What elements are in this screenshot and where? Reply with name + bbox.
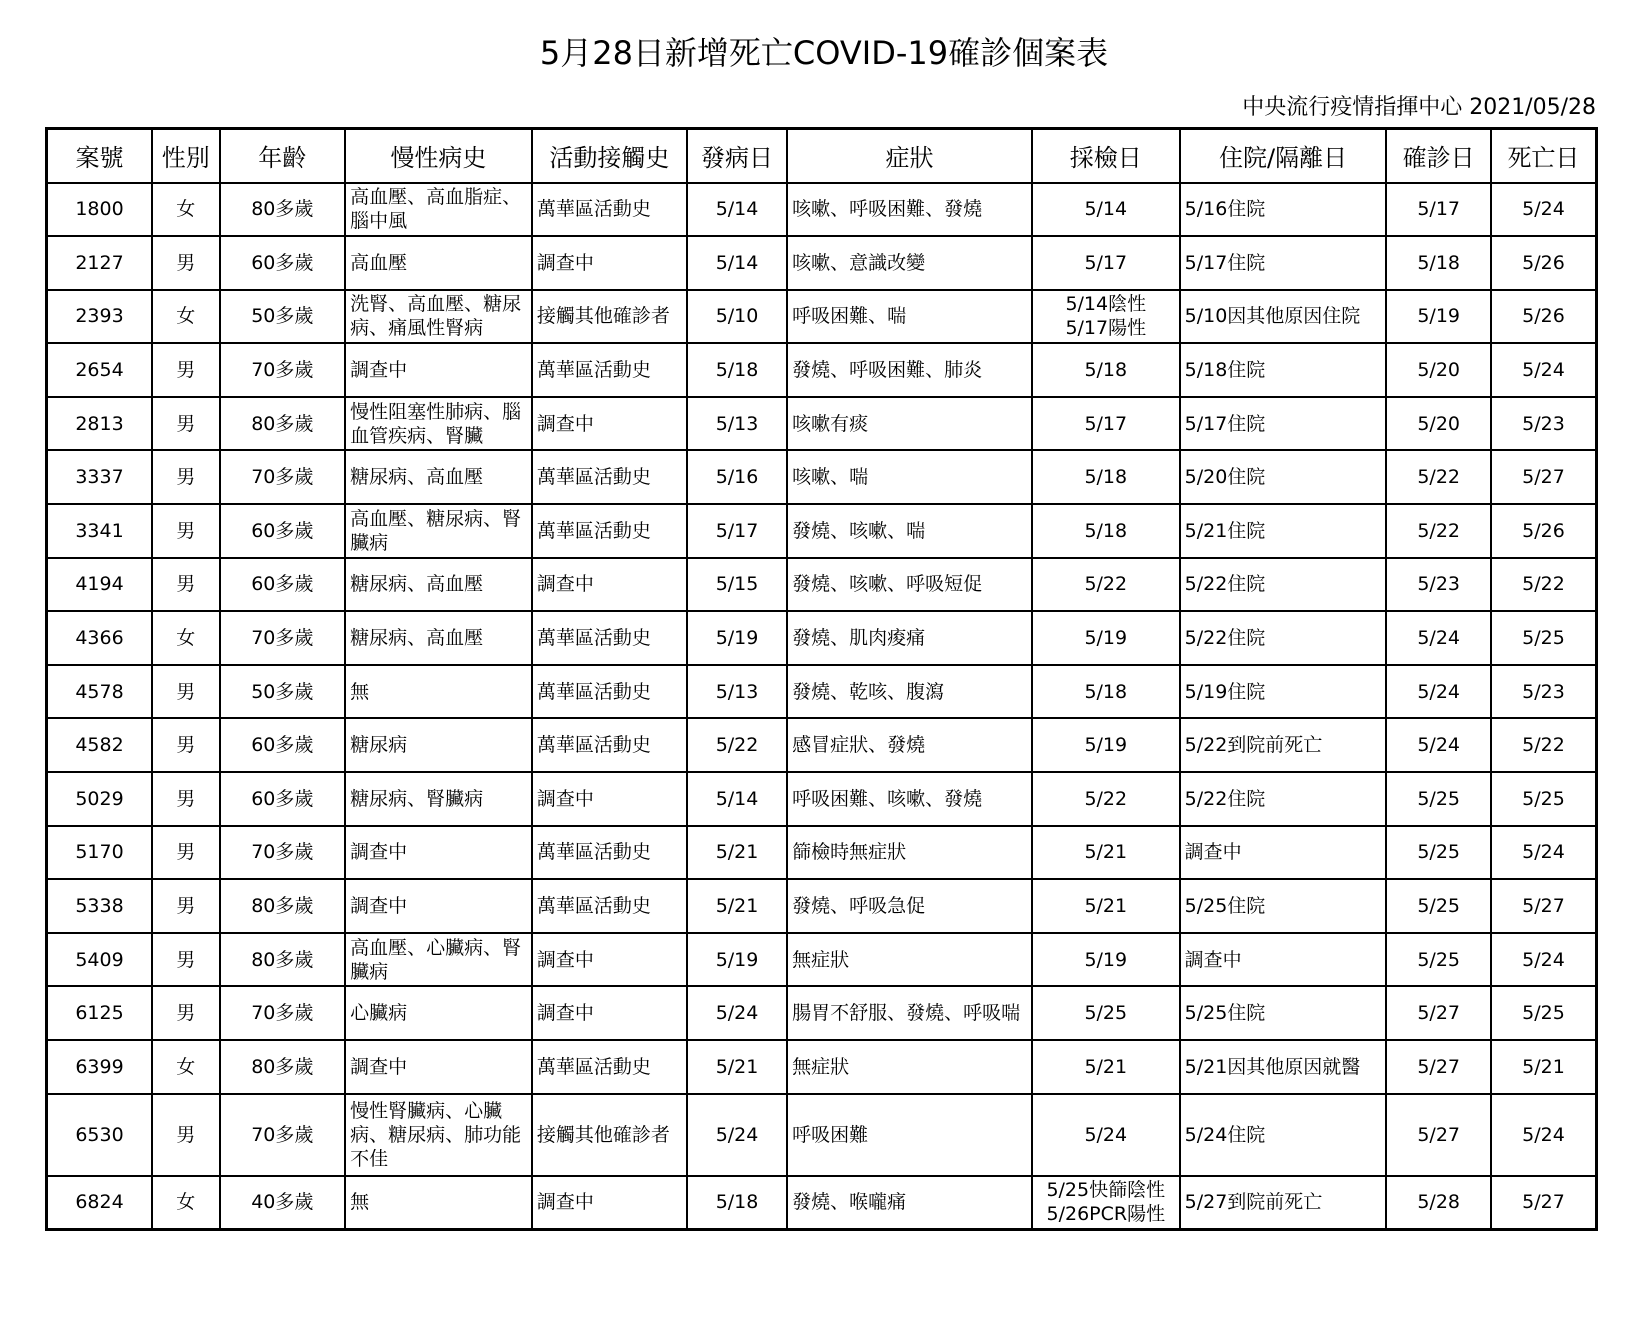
cell-symptoms: 咳嗽有痰 bbox=[787, 397, 1032, 451]
cell-contact: 調查中 bbox=[532, 986, 687, 1040]
cell-age: 60多歲 bbox=[220, 772, 346, 826]
cell-onset: 5/24 bbox=[687, 1094, 787, 1176]
col-header-case-no: 案號 bbox=[47, 129, 153, 183]
cell-sex: 女 bbox=[152, 183, 220, 237]
cell-symptoms: 呼吸困難、喘 bbox=[787, 290, 1032, 344]
cell-confirmed: 5/28 bbox=[1386, 1176, 1490, 1230]
cell-confirmed: 5/27 bbox=[1386, 1094, 1490, 1176]
cell-symptoms: 發燒、乾咳、腹瀉 bbox=[787, 665, 1032, 719]
cell-sampling bbox=[1032, 611, 1180, 665]
cell-sampling bbox=[1032, 504, 1180, 558]
cell-confirmed: 5/27 bbox=[1386, 986, 1490, 1040]
cell-contact: 接觸其他確診者 bbox=[532, 1094, 687, 1176]
cell-symptoms: 無症狀 bbox=[787, 933, 1032, 987]
cell-age: 80多歲 bbox=[220, 397, 346, 451]
sampling-line: 5/17 bbox=[1084, 412, 1128, 435]
cell-confirmed: 5/23 bbox=[1386, 558, 1490, 612]
cell-sex: 男 bbox=[152, 1094, 220, 1176]
cell-death: 5/22 bbox=[1491, 558, 1597, 612]
cell-sex: 女 bbox=[152, 611, 220, 665]
cell-sampling bbox=[1032, 933, 1180, 987]
table-row bbox=[47, 1094, 1597, 1176]
cell-sampling bbox=[1032, 183, 1180, 237]
cell-hospital: 5/27到院前死亡 bbox=[1180, 1176, 1387, 1230]
cell-symptoms: 發燒、肌肉痠痛 bbox=[787, 611, 1032, 665]
sampling-line: 5/22 bbox=[1084, 573, 1128, 596]
cases-table bbox=[45, 127, 1598, 1231]
cell-sampling bbox=[1032, 558, 1180, 612]
cell-chronic: 糖尿病、腎臟病 bbox=[345, 772, 532, 826]
cell-symptoms: 發燒、呼吸困難、肺炎 bbox=[787, 343, 1032, 397]
cell-onset: 5/13 bbox=[687, 397, 787, 451]
col-header-age: 年齡 bbox=[220, 129, 346, 183]
cell-sampling bbox=[1032, 290, 1180, 344]
cell-case-no: 6125 bbox=[47, 986, 153, 1040]
cell-onset: 5/19 bbox=[687, 611, 787, 665]
cell-death: 5/25 bbox=[1491, 611, 1597, 665]
cell-chronic: 無 bbox=[345, 665, 532, 719]
sampling-line: 5/18 bbox=[1084, 466, 1128, 489]
sampling-line: 5/17陽性 bbox=[1065, 317, 1147, 340]
table-row bbox=[47, 933, 1597, 987]
cell-symptoms: 發燒、呼吸急促 bbox=[787, 879, 1032, 933]
cell-onset: 5/14 bbox=[687, 772, 787, 826]
cell-age: 70多歲 bbox=[220, 611, 346, 665]
sampling-line: 5/19 bbox=[1084, 948, 1128, 971]
col-header-confirmed: 確診日 bbox=[1386, 129, 1490, 183]
cell-sampling bbox=[1032, 450, 1180, 504]
table-row bbox=[47, 183, 1597, 237]
cell-death: 5/26 bbox=[1491, 504, 1597, 558]
cell-sex: 男 bbox=[152, 933, 220, 987]
col-header-symptoms: 症狀 bbox=[787, 129, 1032, 183]
cell-sampling bbox=[1032, 343, 1180, 397]
cell-onset: 5/14 bbox=[687, 236, 787, 290]
cell-sex: 男 bbox=[152, 986, 220, 1040]
cell-case-no: 2127 bbox=[47, 236, 153, 290]
cell-death: 5/24 bbox=[1491, 1094, 1597, 1176]
table-row bbox=[47, 290, 1597, 344]
col-header-onset: 發病日 bbox=[687, 129, 787, 183]
cell-sampling bbox=[1032, 986, 1180, 1040]
cell-case-no: 3337 bbox=[47, 450, 153, 504]
cell-sex: 男 bbox=[152, 504, 220, 558]
cell-symptoms: 無症狀 bbox=[787, 1040, 1032, 1094]
cell-confirmed: 5/24 bbox=[1386, 665, 1490, 719]
cell-age: 50多歲 bbox=[220, 290, 346, 344]
cell-contact: 萬華區活動史 bbox=[532, 718, 687, 772]
col-header-sampling: 採檢日 bbox=[1032, 129, 1180, 183]
cell-sex: 男 bbox=[152, 772, 220, 826]
cell-sampling bbox=[1032, 826, 1180, 880]
cell-age: 60多歲 bbox=[220, 236, 346, 290]
cell-confirmed: 5/17 bbox=[1386, 183, 1490, 237]
cell-confirmed: 5/20 bbox=[1386, 397, 1490, 451]
cell-contact: 調查中 bbox=[532, 1176, 687, 1230]
cell-age: 70多歲 bbox=[220, 343, 346, 397]
cell-sex: 男 bbox=[152, 826, 220, 880]
cell-hospital: 5/17住院 bbox=[1180, 236, 1387, 290]
cell-sex: 男 bbox=[152, 558, 220, 612]
table-row bbox=[47, 397, 1597, 451]
cell-symptoms: 咳嗽、呼吸困難、發燒 bbox=[787, 183, 1032, 237]
cell-hospital: 5/17住院 bbox=[1180, 397, 1387, 451]
cell-sampling bbox=[1032, 1040, 1180, 1094]
cell-onset: 5/24 bbox=[687, 986, 787, 1040]
cell-case-no: 1800 bbox=[47, 183, 153, 237]
cell-age: 80多歲 bbox=[220, 1040, 346, 1094]
cell-case-no: 3341 bbox=[47, 504, 153, 558]
cell-onset: 5/19 bbox=[687, 933, 787, 987]
cell-case-no: 5338 bbox=[47, 879, 153, 933]
cell-sex: 女 bbox=[152, 1040, 220, 1094]
cell-confirmed: 5/22 bbox=[1386, 504, 1490, 558]
cell-age: 80多歲 bbox=[220, 879, 346, 933]
cell-hospital: 5/20住院 bbox=[1180, 450, 1387, 504]
cell-sex: 男 bbox=[152, 718, 220, 772]
cell-chronic: 高血壓、心臟病、腎臟病 bbox=[345, 933, 532, 987]
cell-case-no: 6530 bbox=[47, 1094, 153, 1176]
cell-hospital: 調查中 bbox=[1180, 933, 1387, 987]
cell-age: 60多歲 bbox=[220, 504, 346, 558]
cell-contact: 萬華區活動史 bbox=[532, 826, 687, 880]
table-row bbox=[47, 504, 1597, 558]
cell-age: 70多歲 bbox=[220, 986, 346, 1040]
cell-age: 80多歲 bbox=[220, 933, 346, 987]
table-row bbox=[47, 826, 1597, 880]
cell-sex: 男 bbox=[152, 879, 220, 933]
cell-case-no: 6399 bbox=[47, 1040, 153, 1094]
table-row bbox=[47, 665, 1597, 719]
cell-sex: 男 bbox=[152, 450, 220, 504]
cell-chronic: 高血壓、高血脂症、腦中風 bbox=[345, 183, 532, 237]
cell-chronic: 糖尿病、高血壓 bbox=[345, 558, 532, 612]
table-row bbox=[47, 1176, 1597, 1230]
sampling-line: 5/18 bbox=[1084, 359, 1128, 382]
table-row bbox=[47, 772, 1597, 826]
cell-symptoms: 發燒、咳嗽、呼吸短促 bbox=[787, 558, 1032, 612]
cell-sex: 男 bbox=[152, 236, 220, 290]
cell-onset: 5/18 bbox=[687, 343, 787, 397]
cell-chronic: 調查中 bbox=[345, 826, 532, 880]
sampling-line: 5/14陰性 bbox=[1065, 293, 1147, 316]
sampling-line: 5/22 bbox=[1084, 787, 1128, 810]
cell-hospital: 5/25住院 bbox=[1180, 879, 1387, 933]
cell-sex: 男 bbox=[152, 397, 220, 451]
cell-case-no: 2654 bbox=[47, 343, 153, 397]
issuer-date: 中央流行疫情指揮中心 2021/05/28 bbox=[1242, 95, 1596, 120]
cell-chronic: 慢性腎臟病、心臟病、糖尿病、肺功能不佳 bbox=[345, 1094, 532, 1176]
table-row bbox=[47, 236, 1597, 290]
sampling-line: 5/21 bbox=[1084, 1055, 1128, 1078]
cell-onset: 5/15 bbox=[687, 558, 787, 612]
cell-age: 60多歲 bbox=[220, 718, 346, 772]
cell-onset: 5/21 bbox=[687, 1040, 787, 1094]
cell-contact: 萬華區活動史 bbox=[532, 183, 687, 237]
cell-age: 70多歲 bbox=[220, 1094, 346, 1176]
sampling-line: 5/14 bbox=[1084, 198, 1128, 221]
cell-confirmed: 5/19 bbox=[1386, 290, 1490, 344]
cell-contact: 萬華區活動史 bbox=[532, 665, 687, 719]
col-header-hospital: 住院/隔離日 bbox=[1180, 129, 1387, 183]
sampling-line: 5/24 bbox=[1084, 1123, 1128, 1146]
cell-death: 5/27 bbox=[1491, 450, 1597, 504]
cell-confirmed: 5/24 bbox=[1386, 718, 1490, 772]
cell-hospital: 5/19住院 bbox=[1180, 665, 1387, 719]
cell-onset: 5/16 bbox=[687, 450, 787, 504]
cell-onset: 5/21 bbox=[687, 879, 787, 933]
cell-confirmed: 5/24 bbox=[1386, 611, 1490, 665]
cell-onset: 5/17 bbox=[687, 504, 787, 558]
col-header-death: 死亡日 bbox=[1491, 129, 1597, 183]
cell-onset: 5/22 bbox=[687, 718, 787, 772]
cell-age: 70多歲 bbox=[220, 450, 346, 504]
cell-death: 5/24 bbox=[1491, 826, 1597, 880]
cell-case-no: 5409 bbox=[47, 933, 153, 987]
cell-case-no: 4194 bbox=[47, 558, 153, 612]
cell-death: 5/26 bbox=[1491, 236, 1597, 290]
cell-death: 5/23 bbox=[1491, 665, 1597, 719]
cell-death: 5/24 bbox=[1491, 183, 1597, 237]
cell-symptoms: 發燒、咳嗽、喘 bbox=[787, 504, 1032, 558]
cell-hospital: 5/21因其他原因就醫 bbox=[1180, 1040, 1387, 1094]
col-header-contact: 活動接觸史 bbox=[532, 129, 687, 183]
cell-death: 5/25 bbox=[1491, 772, 1597, 826]
sampling-line: 5/18 bbox=[1084, 519, 1128, 542]
cell-chronic: 調查中 bbox=[345, 879, 532, 933]
cell-contact: 萬華區活動史 bbox=[532, 1040, 687, 1094]
table-row bbox=[47, 986, 1597, 1040]
cell-death: 5/25 bbox=[1491, 986, 1597, 1040]
cell-symptoms: 發燒、喉嚨痛 bbox=[787, 1176, 1032, 1230]
cell-symptoms: 呼吸困難、咳嗽、發燒 bbox=[787, 772, 1032, 826]
cell-hospital: 5/10因其他原因住院 bbox=[1180, 290, 1387, 344]
cell-chronic: 洗腎、高血壓、糖尿病、痛風性腎病 bbox=[345, 290, 532, 344]
cell-symptoms: 咳嗽、喘 bbox=[787, 450, 1032, 504]
sampling-line: 5/17 bbox=[1084, 251, 1128, 274]
table-header-row bbox=[47, 129, 1597, 183]
sampling-line: 5/21 bbox=[1084, 841, 1128, 864]
cell-contact: 調查中 bbox=[532, 933, 687, 987]
cell-chronic: 高血壓、糖尿病、腎臟病 bbox=[345, 504, 532, 558]
cell-sampling bbox=[1032, 772, 1180, 826]
cell-sampling bbox=[1032, 665, 1180, 719]
cell-death: 5/27 bbox=[1491, 1176, 1597, 1230]
cell-onset: 5/13 bbox=[687, 665, 787, 719]
cell-case-no: 2393 bbox=[47, 290, 153, 344]
cell-symptoms: 腸胃不舒服、發燒、呼吸喘 bbox=[787, 986, 1032, 1040]
cell-sex: 男 bbox=[152, 343, 220, 397]
cell-hospital: 調查中 bbox=[1180, 826, 1387, 880]
page-title: 5月28日新增死亡COVID-19確診個案表 bbox=[539, 34, 1109, 72]
cell-case-no: 5170 bbox=[47, 826, 153, 880]
cell-death: 5/27 bbox=[1491, 879, 1597, 933]
cell-death: 5/23 bbox=[1491, 397, 1597, 451]
cell-contact: 萬華區活動史 bbox=[532, 879, 687, 933]
cell-chronic: 慢性阻塞性肺病、腦血管疾病、腎臟 bbox=[345, 397, 532, 451]
cell-chronic: 糖尿病 bbox=[345, 718, 532, 772]
sampling-line: 5/25快篩陰性 bbox=[1046, 1179, 1166, 1202]
cell-chronic: 心臟病 bbox=[345, 986, 532, 1040]
cell-contact: 調查中 bbox=[532, 558, 687, 612]
cell-sex: 女 bbox=[152, 1176, 220, 1230]
cell-death: 5/26 bbox=[1491, 290, 1597, 344]
cell-case-no: 4366 bbox=[47, 611, 153, 665]
cell-confirmed: 5/27 bbox=[1386, 1040, 1490, 1094]
sampling-line: 5/21 bbox=[1084, 895, 1128, 918]
cell-hospital: 5/22住院 bbox=[1180, 611, 1387, 665]
cell-chronic: 調查中 bbox=[345, 343, 532, 397]
cell-hospital: 5/25住院 bbox=[1180, 986, 1387, 1040]
cell-onset: 5/18 bbox=[687, 1176, 787, 1230]
cell-hospital: 5/24住院 bbox=[1180, 1094, 1387, 1176]
cell-death: 5/21 bbox=[1491, 1040, 1597, 1094]
cell-case-no: 4582 bbox=[47, 718, 153, 772]
cell-death: 5/22 bbox=[1491, 718, 1597, 772]
cell-contact: 調查中 bbox=[532, 772, 687, 826]
sampling-line: 5/19 bbox=[1084, 734, 1128, 757]
cell-chronic: 糖尿病、高血壓 bbox=[345, 611, 532, 665]
cell-death: 5/24 bbox=[1491, 933, 1597, 987]
table-row bbox=[47, 718, 1597, 772]
sampling-line: 5/18 bbox=[1084, 680, 1128, 703]
cell-confirmed: 5/25 bbox=[1386, 826, 1490, 880]
cell-sampling bbox=[1032, 1176, 1180, 1230]
cell-confirmed: 5/25 bbox=[1386, 933, 1490, 987]
cell-death: 5/24 bbox=[1491, 343, 1597, 397]
cell-confirmed: 5/22 bbox=[1386, 450, 1490, 504]
sampling-line: 5/19 bbox=[1084, 627, 1128, 650]
cell-symptoms: 呼吸困難 bbox=[787, 1094, 1032, 1176]
cell-chronic: 無 bbox=[345, 1176, 532, 1230]
cell-age: 40多歲 bbox=[220, 1176, 346, 1230]
cell-onset: 5/10 bbox=[687, 290, 787, 344]
cell-chronic: 調查中 bbox=[345, 1040, 532, 1094]
col-header-chronic: 慢性病史 bbox=[345, 129, 532, 183]
cell-sex: 女 bbox=[152, 290, 220, 344]
cell-case-no: 4578 bbox=[47, 665, 153, 719]
sampling-line: 5/25 bbox=[1084, 1002, 1128, 1025]
cell-hospital: 5/18住院 bbox=[1180, 343, 1387, 397]
cell-hospital: 5/16住院 bbox=[1180, 183, 1387, 237]
cell-case-no: 5029 bbox=[47, 772, 153, 826]
cell-contact: 萬華區活動史 bbox=[532, 343, 687, 397]
cell-chronic: 糖尿病、高血壓 bbox=[345, 450, 532, 504]
cell-contact: 萬華區活動史 bbox=[532, 504, 687, 558]
cell-hospital: 5/22住院 bbox=[1180, 772, 1387, 826]
table-row bbox=[47, 611, 1597, 665]
cell-confirmed: 5/18 bbox=[1386, 236, 1490, 290]
cell-chronic: 高血壓 bbox=[345, 236, 532, 290]
cell-confirmed: 5/25 bbox=[1386, 772, 1490, 826]
cell-hospital: 5/22住院 bbox=[1180, 558, 1387, 612]
cell-age: 60多歲 bbox=[220, 558, 346, 612]
cell-sampling bbox=[1032, 718, 1180, 772]
col-header-sex: 性別 bbox=[152, 129, 220, 183]
sampling-line: 5/26PCR陽性 bbox=[1046, 1203, 1166, 1226]
cell-case-no: 6824 bbox=[47, 1176, 153, 1230]
cell-sampling bbox=[1032, 236, 1180, 290]
table-row bbox=[47, 1040, 1597, 1094]
cell-onset: 5/14 bbox=[687, 183, 787, 237]
cell-sex: 男 bbox=[152, 665, 220, 719]
cell-onset: 5/21 bbox=[687, 826, 787, 880]
cell-confirmed: 5/25 bbox=[1386, 879, 1490, 933]
table-row bbox=[47, 879, 1597, 933]
cell-contact: 萬華區活動史 bbox=[532, 611, 687, 665]
table-row bbox=[47, 343, 1597, 397]
cell-age: 70多歲 bbox=[220, 826, 346, 880]
cell-sampling bbox=[1032, 397, 1180, 451]
table-row bbox=[47, 450, 1597, 504]
cell-age: 50多歲 bbox=[220, 665, 346, 719]
cell-contact: 接觸其他確診者 bbox=[532, 290, 687, 344]
cell-symptoms: 篩檢時無症狀 bbox=[787, 826, 1032, 880]
cell-contact: 萬華區活動史 bbox=[532, 450, 687, 504]
cell-hospital: 5/21住院 bbox=[1180, 504, 1387, 558]
cell-age: 80多歲 bbox=[220, 183, 346, 237]
cell-confirmed: 5/20 bbox=[1386, 343, 1490, 397]
table-row bbox=[47, 558, 1597, 612]
cell-contact: 調查中 bbox=[532, 236, 687, 290]
cell-symptoms: 咳嗽、意識改變 bbox=[787, 236, 1032, 290]
cell-contact: 調查中 bbox=[532, 397, 687, 451]
cell-case-no: 2813 bbox=[47, 397, 153, 451]
cell-sampling bbox=[1032, 1094, 1180, 1176]
cell-symptoms: 感冒症狀、發燒 bbox=[787, 718, 1032, 772]
cell-hospital: 5/22到院前死亡 bbox=[1180, 718, 1387, 772]
cell-sampling bbox=[1032, 879, 1180, 933]
